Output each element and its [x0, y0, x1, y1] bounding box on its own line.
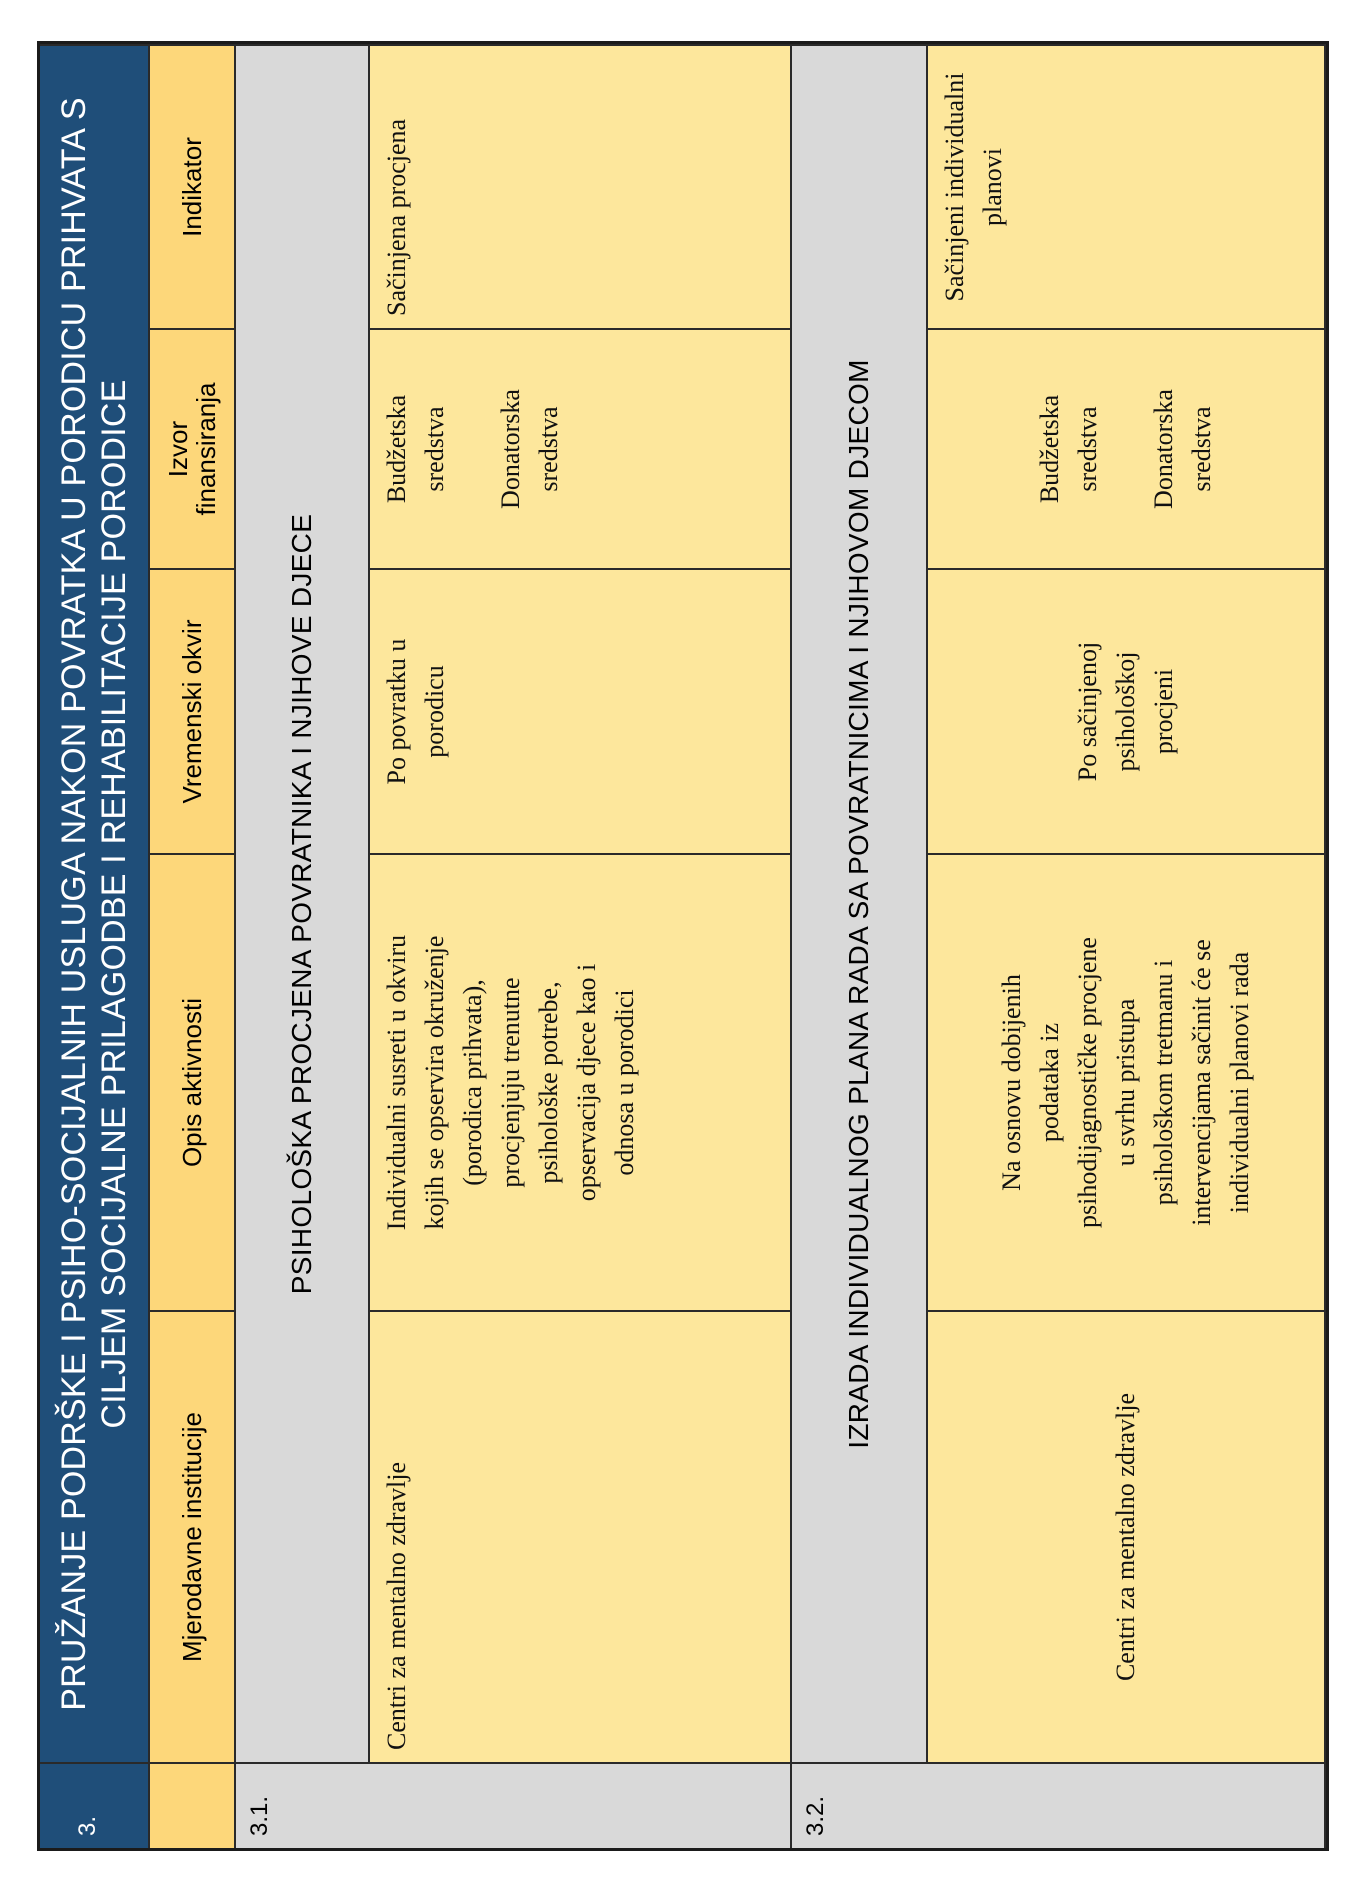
action-table — [40, 44, 1326, 1848]
section-number-3-2: 3.2. — [792, 1762, 1326, 1848]
indicator-cell-3-2: Sačinjeni individualni planovi — [928, 44, 1326, 328]
funding-cell-3-1: Budžetska sredstva Donatorska sredstva — [370, 328, 792, 568]
section-title-3-1: PSIHOLOŠKA PROCJENA POVRATNIKA I NJIHOVE DJECE — [236, 44, 370, 1762]
funding-cell-3-2: Budžetska sredstva Donatorska sredstva — [928, 328, 1326, 568]
activity-cell-3-1: Individualni susreti u okviru kojih se opservira okruženje (porodica prihvata), procjenjuju trenutne psihološke potrebe, opservacija djece kao i odnosa u porodici — [370, 853, 792, 1310]
column-header-funding: Izvor finansiranja — [150, 328, 236, 568]
indicator-cell-3-1: Sačinjena procjena — [370, 44, 792, 328]
header-title-cell — [40, 44, 150, 1762]
column-header-timeframe: Vremenski okvir — [150, 568, 236, 853]
timeframe-cell-3-2: Po sačinjenoj psihološkoj procjeni — [928, 568, 1326, 853]
institution-cell-3-1: Centri za mentalno zdravlje — [370, 1310, 792, 1762]
rotated-page — [40, 44, 1326, 1848]
column-header-indicator: Indikator — [150, 44, 236, 328]
institution-cell-3-2: Centri za mentalno zdravlje — [928, 1310, 1326, 1762]
header-title-line-1: PRUŽANJE PODRŠKE I PSIHO-SOCIJALNIH USLUGA NAKON POVRATKA U PORODICU PRIHVATA S — [55, 97, 93, 1711]
activity-cell-3-2: Na osnovu dobijenih podataka iz psihodijagnostičke procjene u svrhu pristupa psihološkom tretmanu i intervencijama sačinit će se individualni planovi rada — [928, 853, 1326, 1310]
column-header-activities: Opis aktivnosti — [150, 853, 236, 1310]
timeframe-cell-3-1: Po povratku u porodicu — [370, 568, 792, 853]
header-number: 3. — [74, 1815, 101, 1836]
section-title-3-2: IZRADA INDIVIDUALNOG PLANA RADA SA POVRATNICIMA I NJIHOVOM DJECOM — [792, 44, 928, 1762]
section-number-3-1: 3.1. — [236, 1762, 792, 1848]
column-header-institutions: Mjerodavne institucije — [150, 1310, 236, 1762]
header-title-line-2: CILJEM SOCIJALNE PRILAGODBE I REHABILITACIJE PORODICE — [95, 379, 133, 1429]
header-number-cell — [40, 1762, 150, 1848]
column-header-spacer — [150, 1762, 236, 1848]
